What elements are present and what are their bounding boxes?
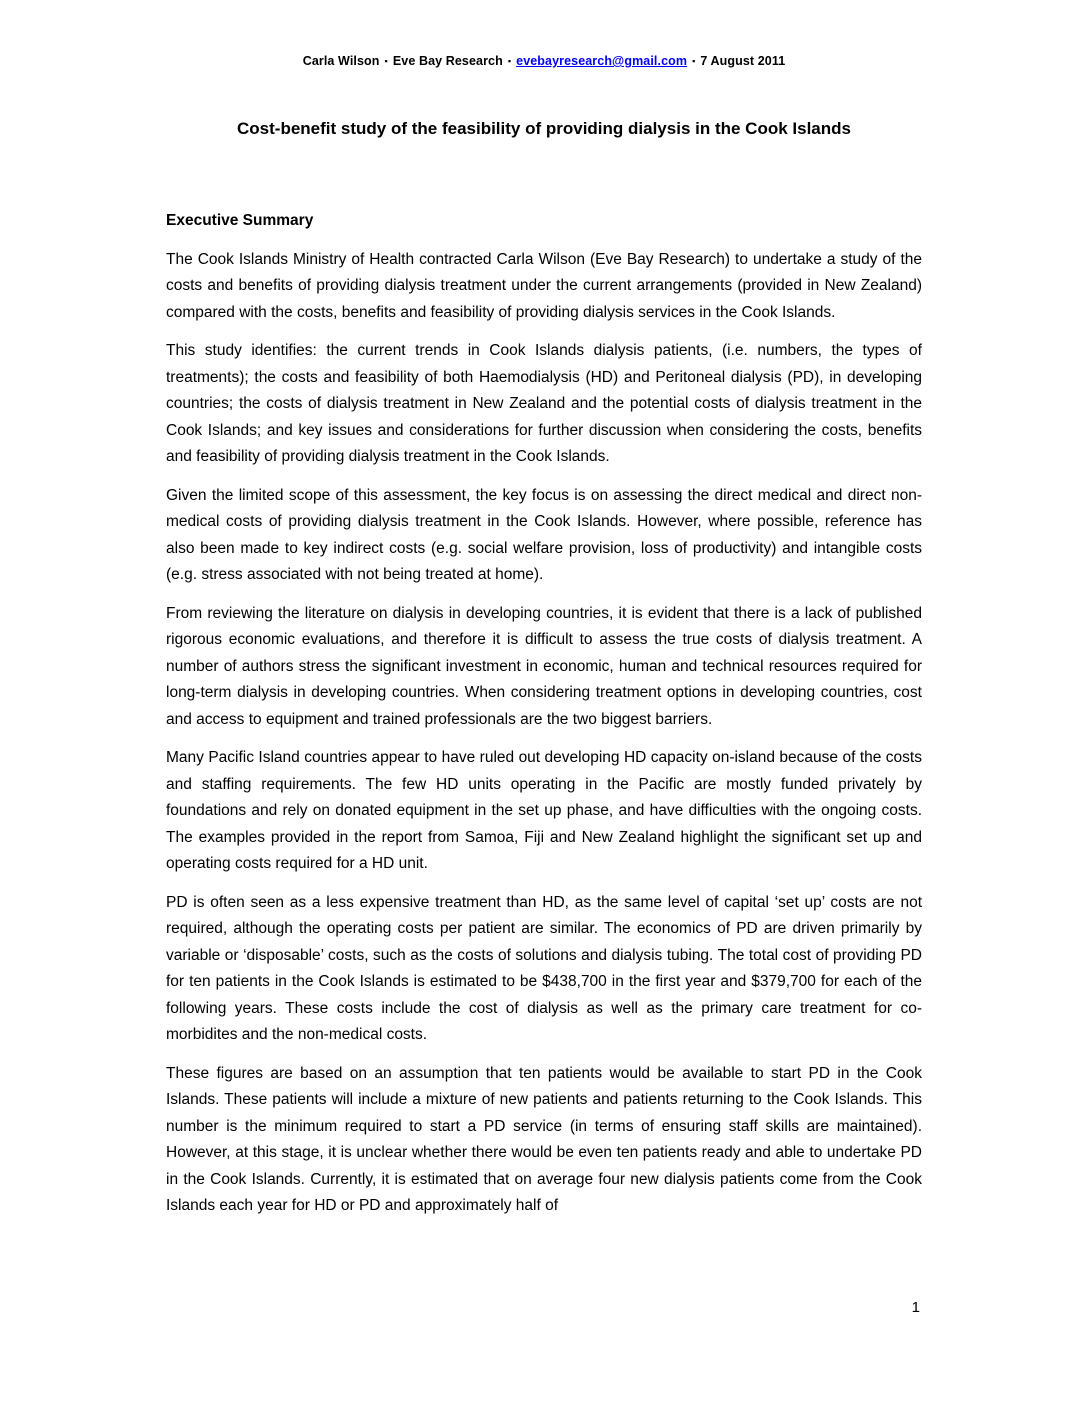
document-body (166, 208, 922, 1220)
header-separator: ▪ (384, 56, 388, 66)
header-separator: ▪ (692, 56, 696, 66)
paragraph: This study identifies: the current trends in Cook Islands dialysis patients, (i.e. numbers, the types of treatments); the costs and feasibility of both Haemodialysis (HD) and Peritoneal dialysis (PD), in developing countries; the costs of dialysis treatment in New Zealand and the potential costs of dialysis treatment in the Cook Islands; and key issues and considerations for further discussion when considering the costs, benefits and feasibility of providing dialysis treatment in the Cook Islands. (166, 342, 922, 465)
header-author: Carla Wilson (302, 54, 380, 68)
header-separator: ▪ (507, 56, 512, 66)
document-header (0, 0, 1088, 68)
email-link[interactable]: evebayresearch@gmail.com (516, 54, 688, 68)
paragraph: These figures are based on an assumption that ten patients would be available to start PD in the Cook Islands. These patients will include a mixture of new patients and patients returning to the Cook Islands. This number is the minimum required to start a PD service (in terms of ensuring staff skills are maintained). However, at this stage, it is unclear whether there would be even ten patients ready and able to undertake PD in the Cook Islands. Currently, it is estimated that on average four new dialysis patients come from the Cook Islands each year for HD or PD and approximately half of (166, 1064, 922, 1214)
paragraph: PD is often seen as a less expensive treatment than HD, as the same level of capital ‘set up’ costs are not required, although the operating costs per patient are similar. The economics of PD are driven primarily by variable or ‘disposable’ costs, such as the costs of solutions and dialysis tubing. The total cost of providing PD for ten patients in the Cook Islands is estimated to be $438,700 in the first year and $379,700 for each of the following years. These costs include the cost of dialysis as well as the primary care treatment for co-morbidites and the non-medical costs. (166, 893, 922, 1043)
paragraph: The Cook Islands Ministry of Health contracted Carla Wilson (Eve Bay Research) to undertake a study of the costs and benefits of providing dialysis treatment under the current arrangements (provided in New Zealand) compared with the costs, benefits and feasibility of providing dialysis services in the Cook Islands. (166, 250, 922, 321)
paragraph: Given the limited scope of this assessment, the key focus is on assessing the direct medical and direct non-medical costs of providing dialysis treatment in the Cook Islands. However, where possible, reference has also been made to key indirect costs (e.g. social welfare provision, loss of productivity) and intangible costs (e.g. stress associated with not being treated at home). (166, 486, 922, 583)
document-title: Cost-benefit study of the feasibility of providing dialysis in the Cook Islands (237, 119, 851, 138)
header-organization: Eve Bay Research (392, 54, 503, 68)
header-date: 7 August 2011 (700, 54, 786, 68)
paragraph: From reviewing the literature on dialysis in developing countries, it is evident that there is a lack of published rigorous economic evaluations, and therefore it is difficult to assess the true costs of dialysis treatment. A number of authors stress the significant investment in economic, human and technical resources required for long-term dialysis in developing countries. When considering treatment options in developing countries, cost and access to equipment and trained professionals are the two biggest barriers. (166, 604, 922, 728)
paragraph: Many Pacific Island countries appear to have ruled out developing HD capacity on-island because of the costs and staffing requirements. The few HD units operating in the Pacific are mostly funded privately by foundations and rely on donated equipment in the set up phase, and have difficulties with the ongoing costs. The examples provided in the report from Samoa, Fiji and New Zealand highlight the significant set up and operating costs required for a HD unit. (166, 749, 922, 872)
section-heading-executive-summary: Executive Summary (166, 212, 314, 229)
page-number: 1 (911, 1299, 920, 1316)
